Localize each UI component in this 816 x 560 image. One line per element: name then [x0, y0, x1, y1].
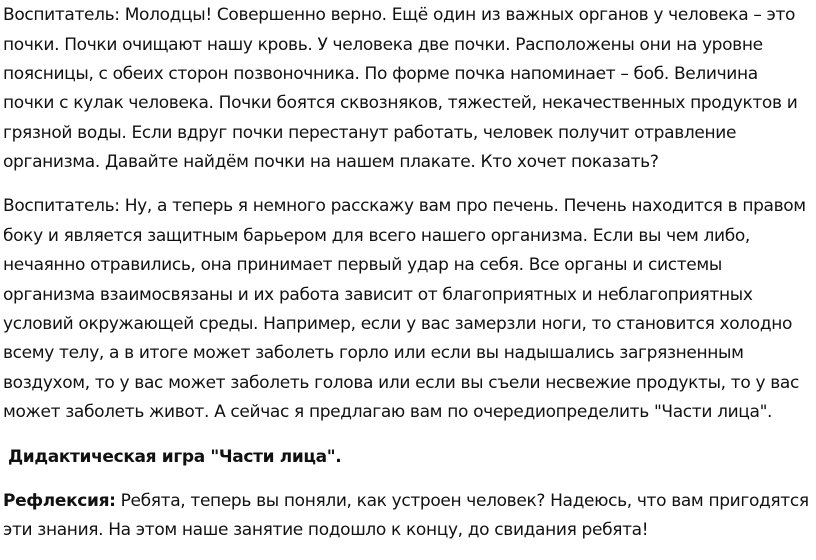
reflection-text: Ребята, теперь вы поняли, как устроен человек? Надеюсь, что вам пригодятся [115, 491, 809, 511]
paragraph-1-line-4: почки с кулак человека. Почки боятся сквозняков, тяжестей, некачественных продуктов и [3, 93, 798, 113]
paragraph-1-line-1: Воспитатель: Молодцы! Совершенно верно. Ещё один из важных органов у человека – это [3, 5, 796, 25]
paragraph-2-line-2: боку и является защитным барьером для всего нашего организма. Если вы чем либо, [3, 226, 750, 246]
paragraph-1-line-2: почки. Почки очищают нашу кровь. У человека две почки. Расположены они на уровне [3, 35, 763, 55]
paragraph-1-line-3: поясницы, с обеих сторон позвоночника. По форме почка напоминает – боб. Величина [3, 64, 758, 84]
paragraph-2-line-1: Воспитатель: Ну, а теперь я немного расскажу вам про печень. Печень находится в правом [3, 196, 806, 216]
paragraph-2-line-8: может заболеть живот. А сейчас я предлагаю вам по очередиопределить "Части лица". [3, 402, 773, 422]
paragraph-1-line-5: грязной воды. Если вдруг почки перестанут работать, человек получит отравление [3, 123, 737, 143]
paragraph-2-line-3: нечаянно отравились, она принимает первый удар на себя. Все органы и системы [3, 255, 722, 275]
paragraph-2-line-5: условий окружающей среды. Например, если у вас замерзли ноги, то становится холодно [3, 314, 793, 334]
reflection-line-1 [3, 491, 809, 511]
paragraph-1-line-6: организма. Давайте найдём почки на нашем плакате. Кто хочет показать? [3, 152, 659, 172]
paragraph-2-line-7: воздухом, то у вас может заболеть голова или если вы съели несвежие продукты, то у вас [3, 373, 799, 393]
paragraph-2-line-6: всему телу, а в итоге может заболеть горло или если вы надышались загрязненным [3, 343, 744, 363]
paragraph-2-line-4: организма взаимосвязаны и их работа зависит от благоприятных и неблагоприятных [3, 285, 753, 305]
reflection-label: Рефлексия: [3, 491, 116, 511]
reflection-line-2: эти знания. На этом наше занятие подошло к концу, до свидания ребята! [3, 520, 649, 540]
game-heading: Дидактическая игра "Части лица". [8, 447, 342, 467]
